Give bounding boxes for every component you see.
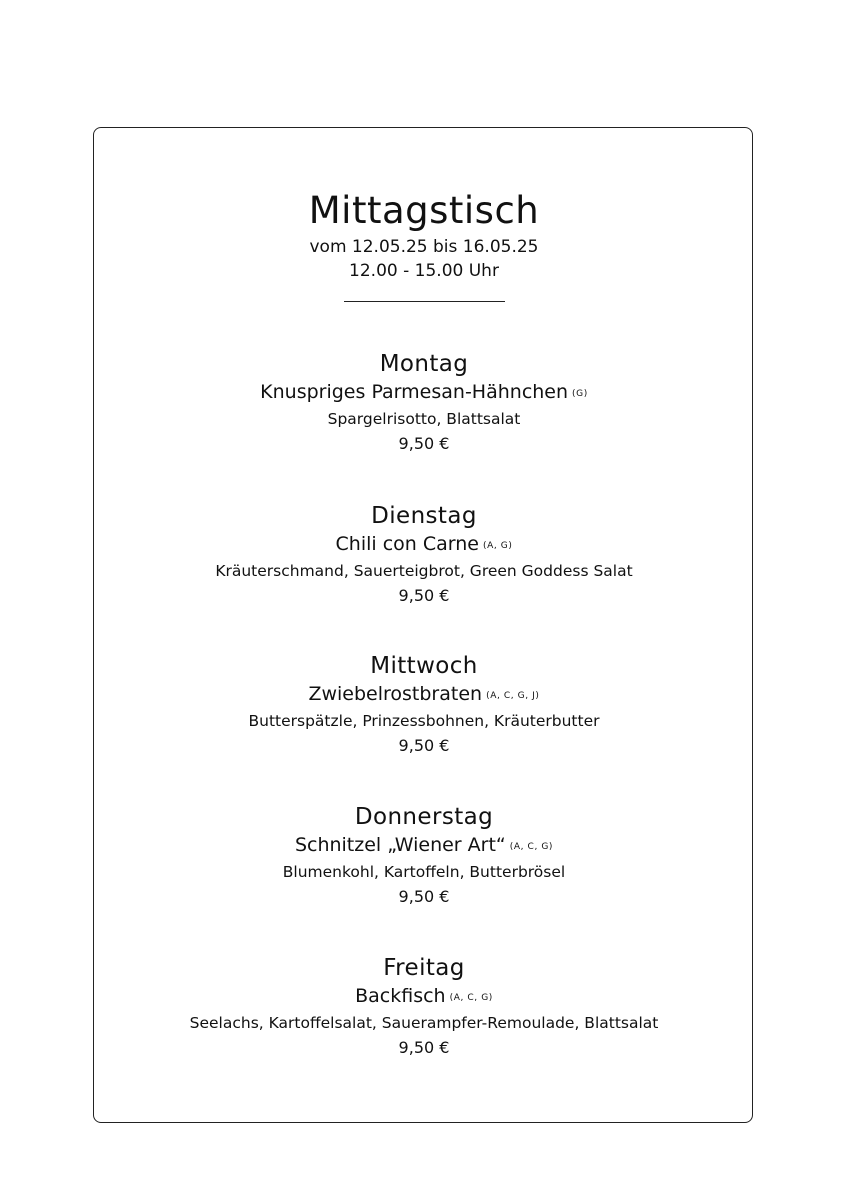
dish-name: Backfisch — [355, 985, 446, 1007]
dish-name: Zwiebelrostbraten — [308, 683, 483, 705]
dish-price: 9,50 € — [398, 736, 450, 755]
side-dishes: Spargelrisotto, Blattsalat — [327, 410, 521, 428]
dish-price: 9,50 € — [398, 586, 450, 605]
day-name: Freitag — [383, 955, 465, 981]
allergen-codes: (A, C, G, J) — [486, 691, 540, 701]
title-divider — [344, 301, 505, 302]
dish-line — [0, 531, 848, 560]
dish-line — [0, 681, 848, 710]
allergen-codes: (A, G) — [482, 541, 513, 551]
side-dishes: Seelachs, Kartoffelsalat, Sauerampfer-Remoulade, Blattsalat — [189, 1014, 659, 1032]
day-section-mittwoch — [0, 651, 848, 759]
day-section-donnerstag — [0, 802, 848, 910]
day-name: Mittwoch — [370, 653, 478, 679]
day-section-dienstag — [0, 501, 848, 609]
dish-line — [0, 379, 848, 408]
allergen-codes: (A, C, G) — [509, 842, 554, 852]
allergen-codes: (A, C, G) — [449, 993, 493, 1003]
dish-line — [0, 832, 848, 861]
dish-price: 9,50 € — [398, 887, 450, 906]
day-name: Montag — [379, 351, 469, 377]
allergen-codes: (G) — [572, 389, 588, 399]
dish-name: Chili con Carne — [335, 533, 479, 555]
day-section-montag — [0, 349, 848, 457]
dish-price: 9,50 € — [398, 1038, 450, 1057]
day-section-freitag — [0, 953, 848, 1061]
dish-line — [0, 983, 848, 1012]
day-name: Donnerstag — [354, 804, 494, 830]
side-dishes: Butterspätzle, Prinzessbohnen, Kräuterbutter — [248, 712, 600, 730]
menu-period: vom 12.05.25 bis 16.05.25 — [309, 237, 539, 257]
menu-title: Mittagstisch — [308, 189, 540, 232]
dish-price: 9,50 € — [398, 434, 450, 453]
side-dishes: Blumenkohl, Kartoffeln, Butterbrösel — [282, 863, 566, 881]
day-name: Dienstag — [371, 503, 477, 529]
side-dishes: Kräuterschmand, Sauerteigbrot, Green Goddess Salat — [215, 562, 633, 580]
dish-name: Knuspriges Parmesan-Hähnchen — [260, 381, 569, 403]
dish-name: Schnitzel „Wiener Art“ — [294, 834, 506, 856]
menu-hours: 12.00 - 15.00 Uhr — [349, 261, 499, 281]
